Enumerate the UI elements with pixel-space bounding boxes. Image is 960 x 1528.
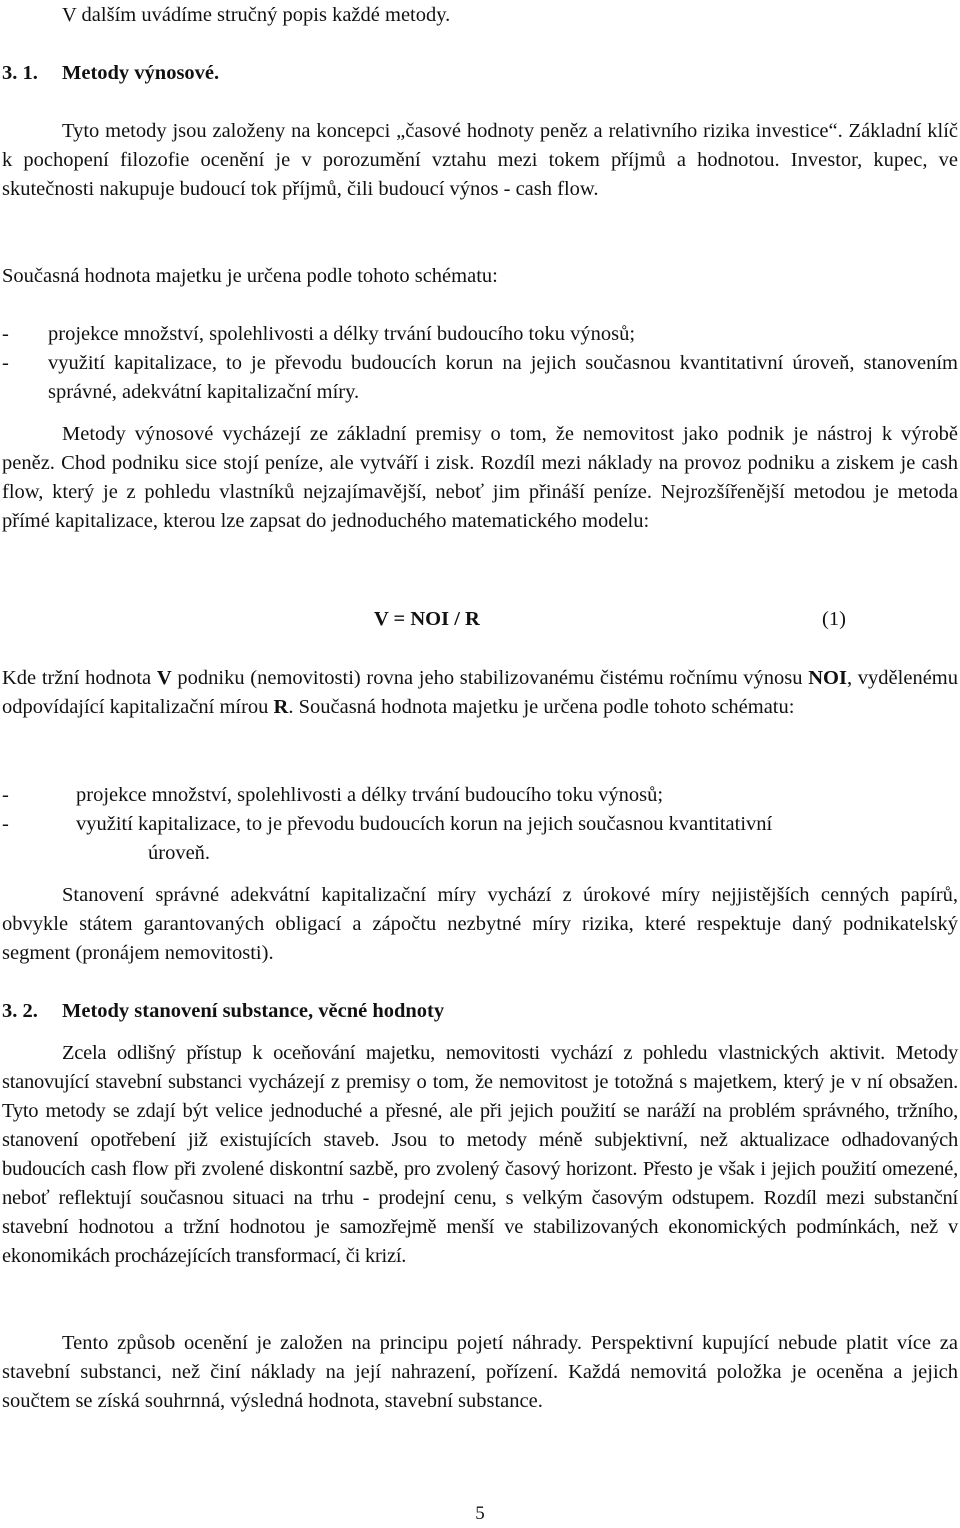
list-item-text: projekce množství, spolehlivosti a délky trvání budoucího toku výnosů; [76,784,664,806]
paragraph-3: Metody výnosové vycházejí ze základní premisy o tom, že nemovitost jako podnik je nástroj k výrobě peněz. Chod podniku sice stojí peníze, ale vytváří i zisk. Rozdíl mezi náklady na provoz podniku a ziskem je cash flow, který je z pohledu vlastníků nejzajímavější, neboť jim přináší peníze. Nejrozšířenější metodou je metoda přímé kapitalizace, kterou lze zapsat do jednoduchého matematického modelu: [2,423,958,532]
symbol-r: R [273,696,289,718]
list-item [2,810,958,839]
paragraph-7: Tento způsob ocenění je založen na principu pojetí náhrady. Perspektivní kupující nebude platit více za stavební substanci, než činí náklady na její nahrazení, pořízení. Každá nemovitá položka je oceněna a jejich součtem se získá souhrnná, výsledná hodnota, stavební substance. [2,1332,958,1412]
list-item [2,320,958,349]
list-dash: - [2,784,9,806]
section-heading-1 [2,59,219,88]
paragraph-4 [2,664,958,722]
intro-paragraph: V dalším uvádíme stručný popis každé metody. [62,4,451,26]
symbol-noi: NOI [808,667,847,689]
text-run: . Současná hodnota majetku je určena podle tohoto schématu: [288,696,795,718]
text-run: podniku (nemovitosti) rovna jeho stabilizovanému čistému ročnímu výnosu [171,667,809,689]
list-item-text: projekce množství, spolehlivosti a délky trvání budoucího toku výnosů; [48,323,636,345]
text-run: Kde tržní hodnota [2,667,157,689]
list-item-text: využití kapitalizace, to je převodu budoucích korun na jejich současnou kvantitativní [76,813,773,835]
list-item [2,781,958,810]
section-heading-2 [2,997,444,1026]
list-dash: - [2,323,9,345]
section-number: 3. 2. [2,1000,38,1022]
formula-expression: V = NOI / R [374,608,480,630]
formula-number: (1) [822,608,846,630]
list-item-continuation: úroveň. [148,842,211,864]
symbol-v: V [156,667,172,689]
page-number: 5 [475,1503,485,1524]
paragraph-2: Současná hodnota majetku je určena podle tohoto schématu: [2,265,498,287]
paragraph-5: Stanovení správné adekvátní kapitalizační míry vychází z úrokové míry nejjistějších cenných papírů, obvykle státem garantovaných obligací a zápočtu nezbytné míry rizika, které respektuje daný podnikatelský segment (pronájem nemovitosti). [2,884,958,964]
text-run: , vydělenému odpovídající kapitalizační mírou [2,667,958,718]
paragraph-1: Tyto metody jsou založeny na koncepci „časové hodnoty peněz a relativního rizika investice“. Základní klíč k pochopení filozofie ocenění je v porozumění vztahu mezi tokem příjmů a hodnotou. Investor, kupec, ve skutečnosti nakupuje budoucí tok příjmů, čili budoucí výnos - cash flow. [2,120,958,200]
paragraph-6: Zcela odlišný přístup k oceňování majetku, nemovitosti vychází z pohledu vlastnických aktivit. Metody stanovující stavební substanci vycházejí z premisy o tom, že nemovitost je totožná s majetkem, který je v ní obsažen. Tyto metody se zdají být velice jednoduché a přesné, ale při jejich použití se naráží na problém správného, tržního, stanovení opotřebení již existujících staveb. Jsou to metody méně subjektivní, než aktualizace odhadovaných budoucích cash flow při zvolené diskontní sazbě, pro zvolený časový horizont. Přesto je však i jejich použití omezené, neboť reflektují současnou situaci na trhu - prodejní cenu, s velkým časovým odstupem. Rozdíl mezi substanční stavební hodnotou a tržní hodnotou je samozřejmě menší ve stabilizovaných ekonomických podmínkách, než v ekonomikách procházejících transformací, či krizí. [2,1042,958,1267]
list-dash: - [2,813,9,835]
formula [0,605,960,634]
list-item-text: využití kapitalizace, to je převodu budoucích korun na jejich současnou kvantitativní úroveň, stanovením správné, adekvátní kapitalizační míry. [48,352,958,403]
section-title: Metody stanovení substance, věcné hodnoty [62,1000,445,1022]
list-dash: - [2,352,9,374]
section-number: 3. 1. [2,62,38,84]
list-item [2,349,958,407]
section-title: Metody výnosové. [62,62,220,84]
